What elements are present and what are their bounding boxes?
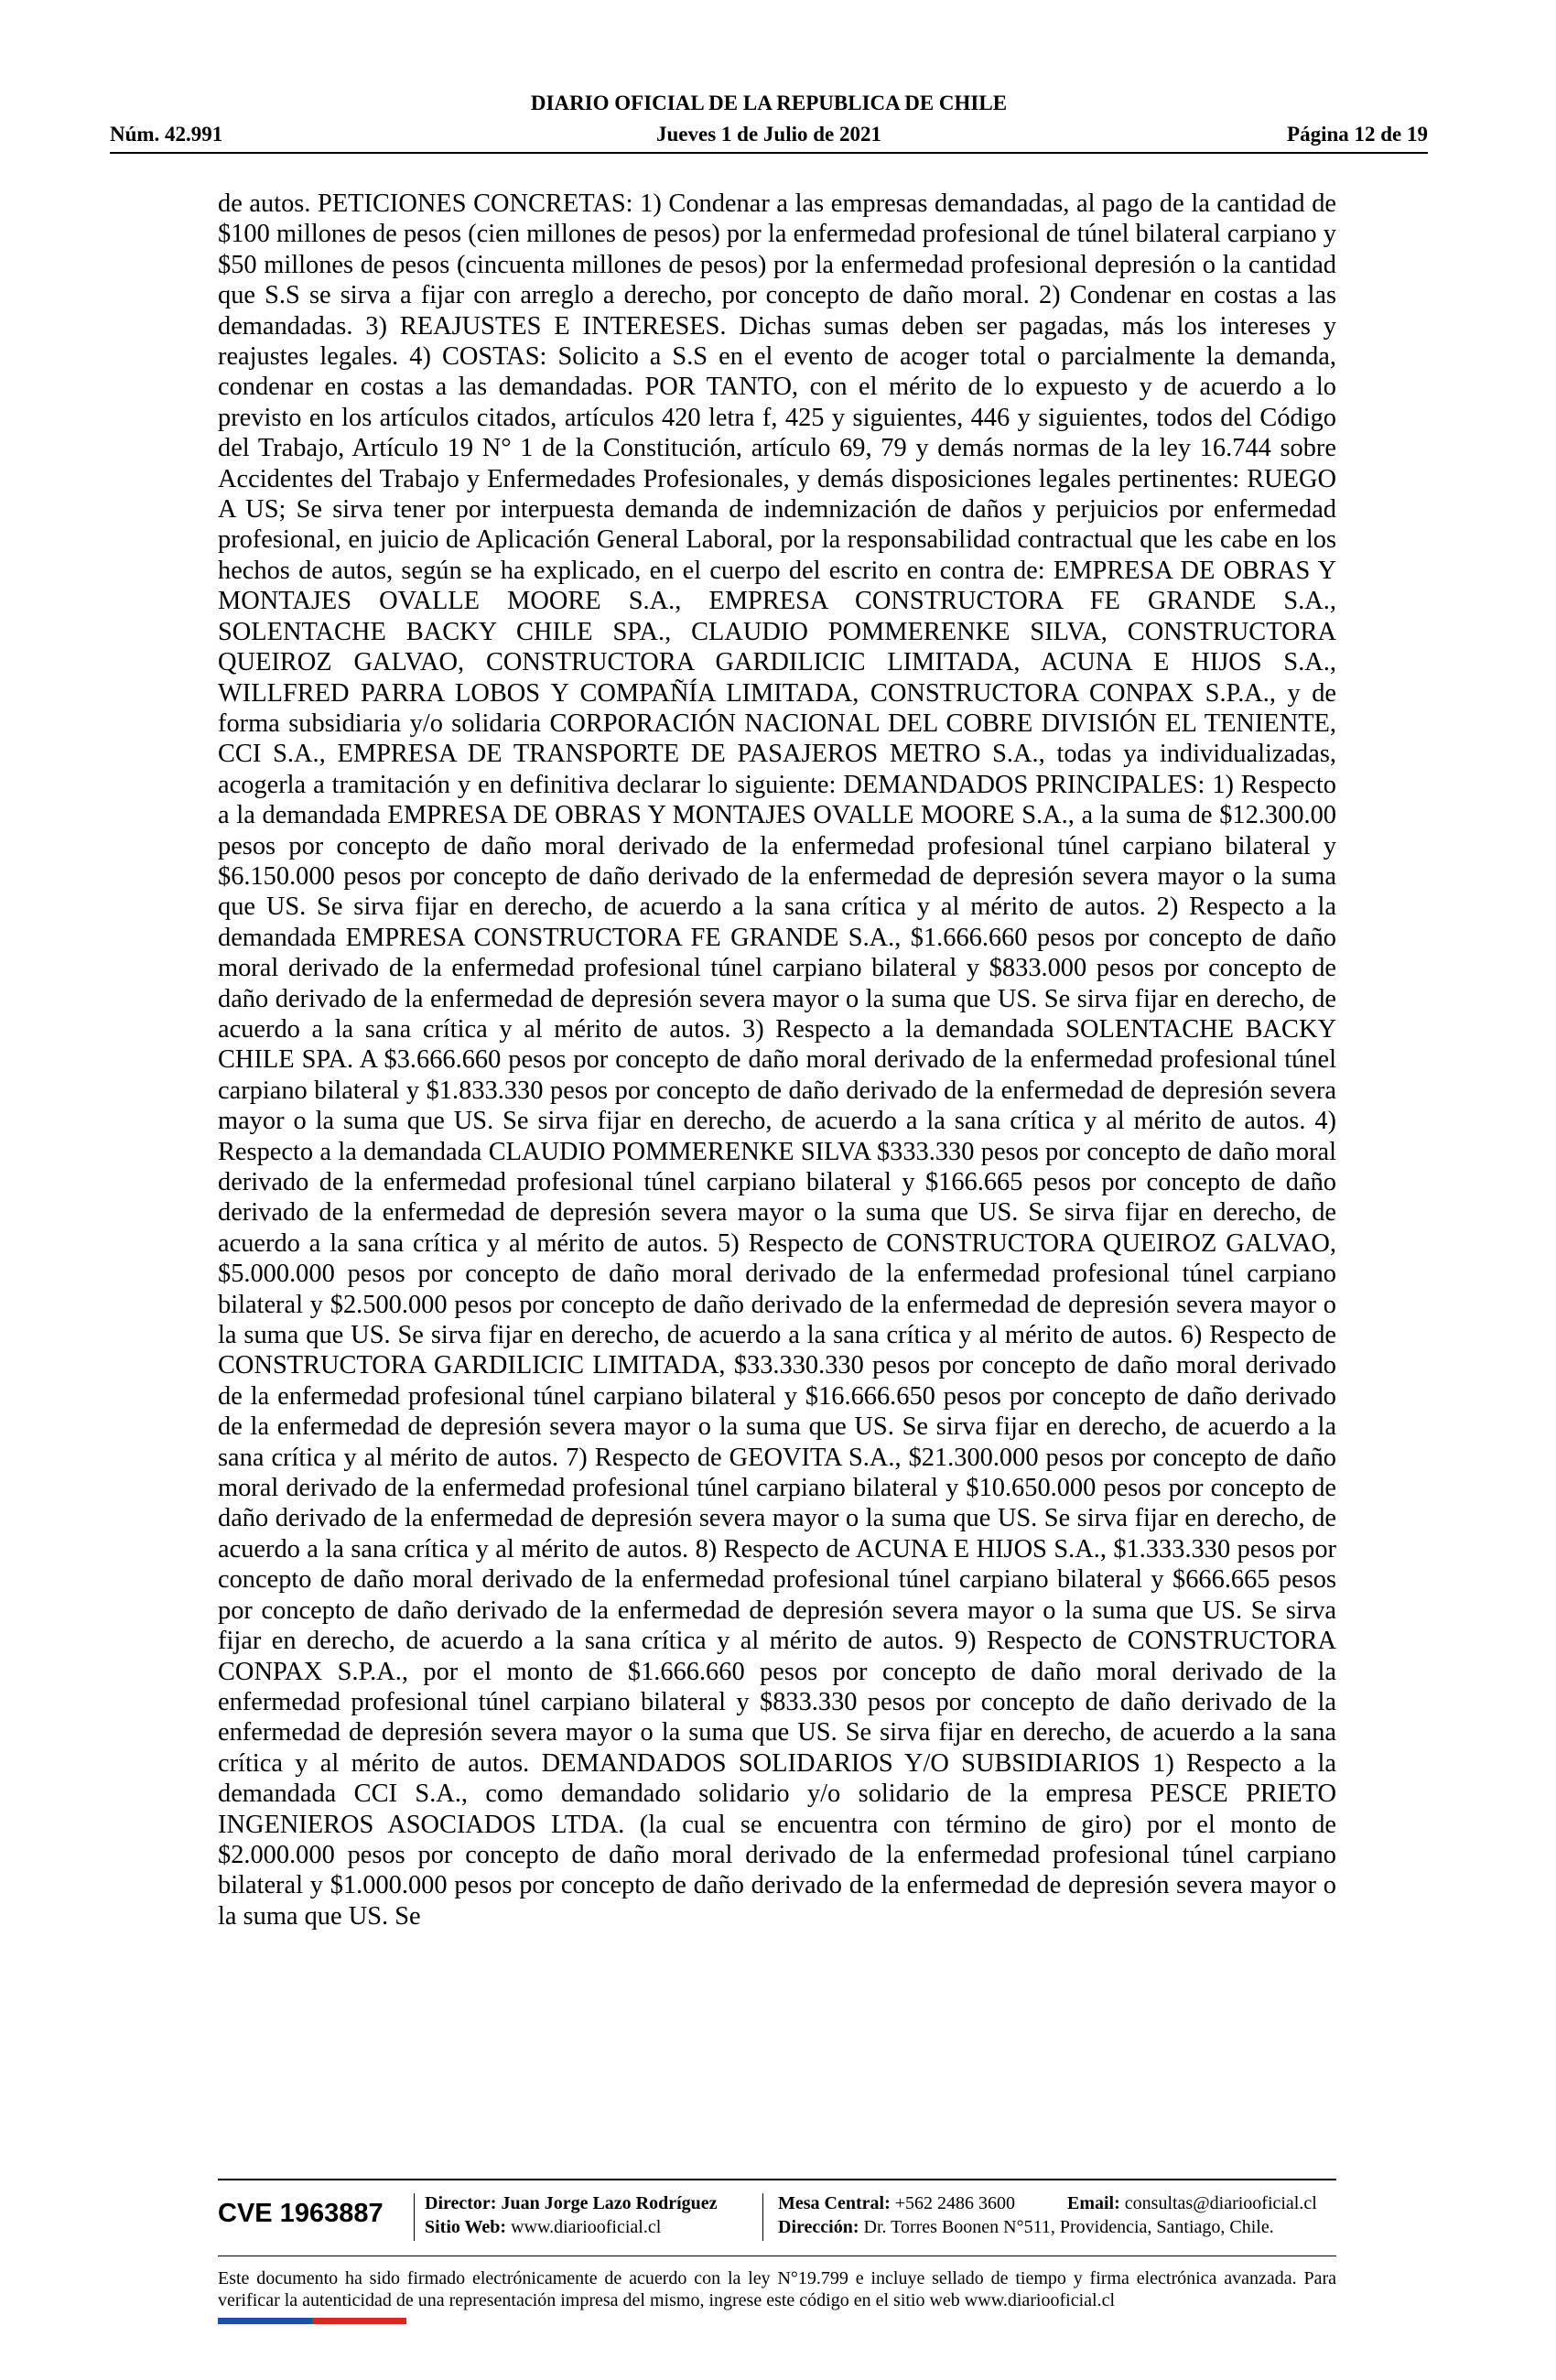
- footer-info-row: [218, 2191, 1336, 2248]
- header-divider: [110, 152, 1428, 154]
- flag-blue-segment: [218, 2318, 312, 2324]
- phone-number: +562 2486 3600: [894, 2193, 1016, 2213]
- cve-code: CVE 1963887: [218, 2199, 384, 2228]
- flag-stripe: [218, 2318, 406, 2324]
- director-label: Director:: [425, 2193, 497, 2213]
- footer-divider: [218, 2179, 1336, 2180]
- flag-red-segment: [312, 2318, 406, 2324]
- footer-email-block: [1067, 2191, 1317, 2215]
- page-header: [110, 92, 1428, 156]
- website-link[interactable]: www.diariooficial.cl: [511, 2217, 662, 2237]
- page-footer: [218, 2179, 1336, 2311]
- journal-title: DIARIO OFICIAL DE LA REPUBLICA DE CHILE: [530, 92, 1008, 114]
- signature-notice: Este documento ha sido firmado electrónicamente de acuerdo con la ley N°19.799 e incluye sellado de tiempo y firma electrónica avanzada. Para verificar la autenticidad de una representación impresa del mismo, ingrese este código en el sitio web www.diariooficial.cl: [218, 2268, 1336, 2310]
- website-label: Sitio Web:: [425, 2217, 507, 2237]
- footer-separator: [414, 2193, 415, 2241]
- address: Dr. Torres Boonen N°511, Providencia, Santiago, Chile.: [863, 2217, 1274, 2237]
- director-name: Juan Jorge Lazo Rodríguez: [501, 2193, 718, 2213]
- issue-date: Jueves 1 de Julio de 2021: [656, 123, 881, 146]
- phone-label: Mesa Central:: [778, 2193, 891, 2213]
- issue-number: Núm. 42.991: [110, 123, 223, 146]
- footer-separator: [762, 2193, 763, 2241]
- email-label: Email:: [1067, 2193, 1120, 2213]
- email-link[interactable]: consultas@diariooficial.cl: [1124, 2193, 1317, 2213]
- address-label: Dirección:: [778, 2217, 859, 2237]
- body-paragraph: de autos. PETICIONES CONCRETAS: 1) Condenar a las empresas demandadas, al pago de la cantidad de $100 millones de pesos (cien millones de pesos) por la enfermedad profesional de túnel bilateral carpiano y $50 millones de pesos (cincuenta millones de pesos) por la enfermedad profesional depresión o la cantidad que S.S se sirva a fijar con arreglo a derecho, por concepto de daño moral. 2) Condenar en costas a las demandadas. 3) REAJUSTES E INTERESES. Dichas sumas deben ser pagadas, más los intereses y reajustes legales. 4) COSTAS: Solicito a S.S en el evento de acoger total o parcialmente la demanda, condenar en costas a las demandadas. POR TANTO, con el mérito de lo expuesto y de acuerdo a lo previsto en los artículos citados, artículos 420 letra f, 425 y siguientes, 446 y siguientes, todos del Código del Trabajo, Artículo 19 N° 1 de la Constitución, artículo 69, 79 y demás normas de la ley 16.744 sobre Accidentes del Trabajo y Enfermedades Profesionales, y demás disposiciones legales pertinentes: RUEGO A US; Se sirva tener por interpuesta demanda de indemnización de daños y perjuicios por enfermedad profesional, en juicio de Aplicación General Laboral, por la responsabilidad contractual que les cabe en los hechos de autos, según se ha explicado, en el cuerpo del escrito en contra de: EMPRESA DE OBRAS Y MONTAJES OVALLE MOORE S.A., EMPRESA CONSTRUCTORA FE GRANDE S.A., SOLENTACHE BACKY CHILE SPA., CLAUDIO POMMERENKE SILVA, CONSTRUCTORA QUEIROZ GALVAO, CONSTRUCTORA GARDILICIC LIMITADA, ACUNA E HIJOS S.A., WILLFRED PARRA LOBOS Y COMPAÑÍA LIMITADA, CONSTRUCTORA CONPAX S.P.A., y de forma subsidiaria y/o solidaria CORPORACIÓN NACIONAL DEL COBRE DIVISIÓN EL TENIENTE, CCI S.A., EMPRESA DE TRANSPORTE DE PASAJEROS METRO S.A., todas ya individualizadas, acogerla a tramitación y en definitiva declarar lo siguiente: DEMANDADOS PRINCIPALES: 1) Respecto a la demandada EMPRESA DE OBRAS Y MONTAJES OVALLE MOORE S.A., a la suma de $12.300.00 pesos por concepto de daño moral derivado de la enfermedad profesional túnel carpiano bilateral y $6.150.000 pesos por concepto de daño derivado de la enfermedad de depresión severa mayor o la suma que US. Se sirva fijar en derecho, de acuerdo a la sana crítica y al mérito de autos. 2) Respecto a la demandada EMPRESA CONSTRUCTORA FE GRANDE S.A., $1.666.660 pesos por concepto de daño moral derivado de la enfermedad profesional túnel carpiano bilateral y $833.000 pesos por concepto de daño derivado de la enfermedad de depresión severa mayor o la suma que US. Se sirva fijar en derecho, de acuerdo a la sana crítica y al mérito de autos. 3) Respecto a la demandada SOLENTACHE BACKY CHILE SPA. A $3.666.660 pesos por concepto de daño moral derivado de la enfermedad profesional túnel carpiano bilateral y $1.833.330 pesos por concepto de daño derivado de la enfermedad de depresión severa mayor o la suma que US. Se sirva fijar en derecho, de acuerdo a la sana crítica y al mérito de autos. 4) Respecto a la demandada CLAUDIO POMMERENKE SILVA $333.330 pesos por concepto de daño moral derivado de la enfermedad profesional túnel carpiano bilateral y $166.665 pesos por concepto de daño derivado de la enfermedad de depresión severa mayor o la suma que US. Se sirva fijar en derecho, de acuerdo a la sana crítica y al mérito de autos. 5) Respecto de CONSTRUCTORA QUEIROZ GALVAO, $5.000.000 pesos por concepto de daño moral derivado de la enfermedad profesional túnel carpiano bilateral y $2.500.000 pesos por concepto de daño derivado de la enfermedad de depresión severa mayor o la suma que US. Se sirva fijar en derecho, de acuerdo a la sana crítica y al mérito de autos. 6) Respecto de CONSTRUCTORA GARDILICIC LIMITADA, $33.330.330 pesos por concepto de daño moral derivado de la enfermedad profesional túnel carpiano bilateral y $16.666.650 pesos por concepto de daño derivado de la enfermedad de depresión severa mayor o la suma que US. Se sirva fijar en derecho, de acuerdo a la sana crítica y al mérito de autos. 7) Respecto de GEOVITA S.A., $21.300.000 pesos por concepto de daño moral derivado de la enfermedad profesional túnel carpiano bilateral y $10.650.000 pesos por concepto de daño derivado de la enfermedad de depresión severa mayor o la suma que US. Se sirva fijar en derecho, de acuerdo a la sana crítica y al mérito de autos. 8) Respecto de ACUNA E HIJOS S.A., $1.333.330 pesos por concepto de daño moral derivado de la enfermedad profesional túnel carpiano bilateral y $666.665 pesos por concepto de daño derivado de la enfermedad de depresión severa mayor o la suma que US. Se sirva fijar en derecho, de acuerdo a la sana crítica y al mérito de autos. 9) Respecto de CONSTRUCTORA CONPAX S.P.A., por el monto de $1.666.660 pesos por concepto de daño moral derivado de la enfermedad profesional túnel carpiano bilateral y $833.330 pesos por concepto de daño derivado de la enfermedad de depresión severa mayor o la suma que US. Se sirva fijar en derecho, de acuerdo a la sana crítica y al mérito de autos. DEMANDADOS SOLIDARIOS Y/O SUBSIDIARIOS 1) Respecto a la demandada CCI S.A., como demandado solidario y/o solidario de la empresa PESCE PRIETO INGENIEROS ASOCIADOS LTDA. (la cual se encuentra con término de giro) por el monto de $2.000.000 pesos por concepto de daño moral derivado de la enfermedad profesional túnel carpiano bilateral y $1.000.000 pesos por concepto de daño derivado de la enfermedad de depresión severa mayor o la suma que US. Se: [218, 189, 1336, 1931]
- footer-director-block: [425, 2191, 718, 2239]
- page-number: Página 12 de 19: [1287, 123, 1428, 146]
